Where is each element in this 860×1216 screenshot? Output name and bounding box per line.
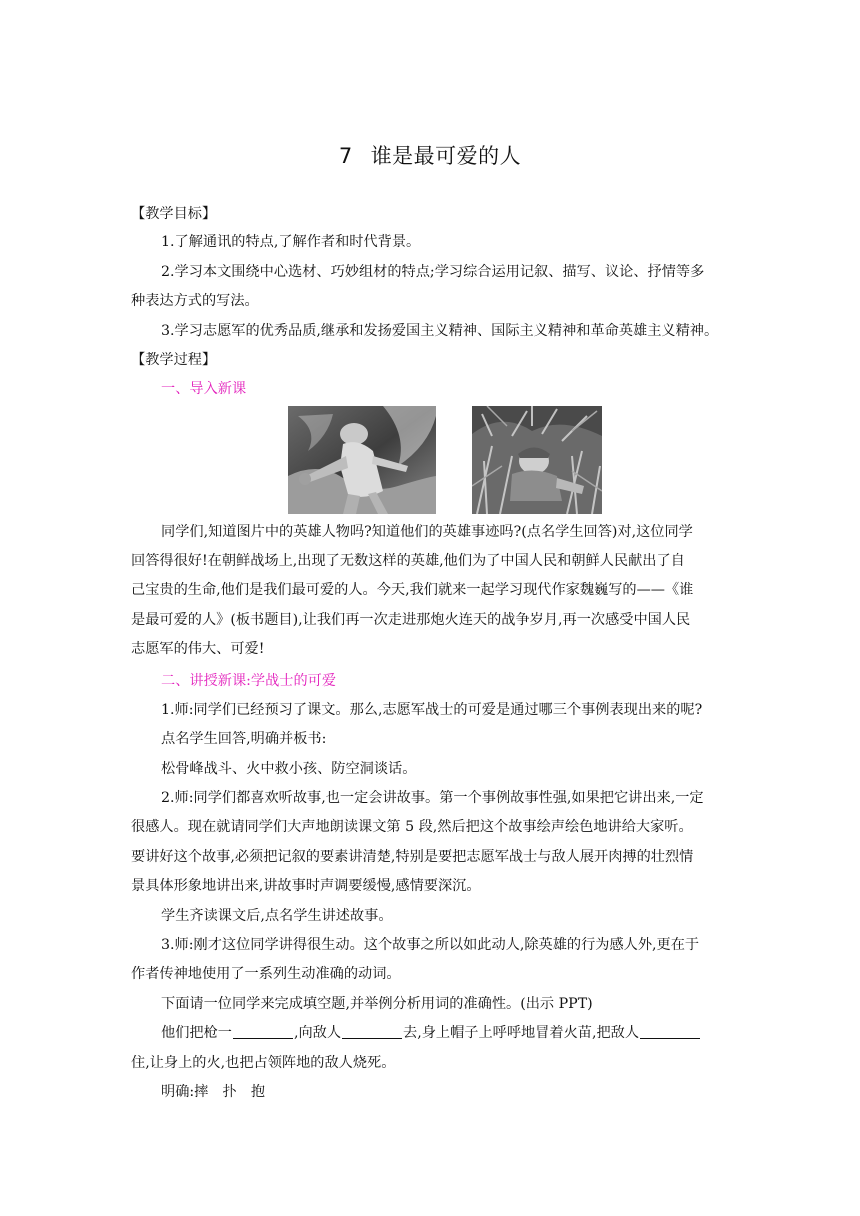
page-title <box>0 140 860 170</box>
question-1-line-1: 1.师:同学们已经预习了课文。那么,志愿军战士的可爱是通过哪三个事例表现出来的呢? <box>161 702 703 718</box>
lesson-title: 谁是最可爱的人 <box>370 144 522 168</box>
question-3-line-1: 3.师:刚才这位同学讲得很生动。这个故事之所以如此动人,除英雄的行为感人外,更在于 <box>161 937 700 953</box>
intro-paragraph-line-1: 同学们,知道图片中的英雄人物吗?知道他们的英雄事迹吗?(点名学生回答)对,这位同学 <box>161 524 693 540</box>
process-heading: 【教学过程】 <box>131 352 217 368</box>
hero-photo-left <box>288 406 436 514</box>
fill-text-2: ,向敌人 <box>293 1025 342 1041</box>
fill-text-3: 去,身上帽子上呼呼地冒着火苗,把敌人 <box>403 1025 640 1041</box>
goal-3: 3.学习志愿军的优秀品质,继承和发扬爱国主义精神、国际主义精神和革命英雄主义精神。 <box>161 323 719 339</box>
question-1-line-3: 松骨峰战斗、火中救小孩、防空洞谈话。 <box>161 761 417 777</box>
blank-2 <box>342 1024 402 1039</box>
section-heading-intro: 一、导入新课 <box>161 381 247 397</box>
question-3-followup: 下面请一位同学来完成填空题,并举例分析用词的准确性。(出示 PPT) <box>161 996 593 1012</box>
intro-paragraph-line-3: 己宝贵的生命,他们是我们最可爱的人。今天,我们就来一起学习现代作家魏巍写的——《谁 <box>131 582 694 598</box>
hero-photo-right <box>472 406 602 514</box>
blank-3 <box>640 1024 700 1039</box>
fill-in-blank-line-2: 住,让身上的火,也把占领阵地的敌人烧死。 <box>131 1055 396 1071</box>
intro-paragraph-line-5: 志愿军的伟大、可爱! <box>131 641 265 657</box>
question-2-line-4: 景具体形象地讲出来,讲故事时声调要缓慢,感情要深沉。 <box>131 878 481 894</box>
goal-1: 1.了解通讯的特点,了解作者和时代背景。 <box>161 234 421 250</box>
intro-paragraph-line-2: 回答得很好!在朝鲜战场上,出现了无数这样的英雄,他们为了中国人民和朝鲜人民献出了自 <box>131 553 685 569</box>
intro-paragraph-line-4: 是最可爱的人》(板书题目),让我们再一次走进那炮火连天的战争岁月,再一次感受中国人民 <box>131 612 691 628</box>
question-3-line-2: 作者传神地使用了一系列生动准确的动词。 <box>131 966 401 982</box>
question-2-line-2: 很感人。现在就请同学们大声地朗读课文第 5 段,然后把这个故事绘声绘色地讲给大家听。 <box>131 819 693 835</box>
question-2-followup: 学生齐读课文后,点名学生讲述故事。 <box>161 908 393 924</box>
question-1-line-2: 点名学生回答,明确并板书: <box>161 731 327 747</box>
answer-line: 明确:摔 扑 抱 <box>161 1084 266 1100</box>
question-2-line-1: 2.师:同学们都喜欢听故事,也一定会讲故事。第一个事例故事性强,如果把它讲出来,一定 <box>161 790 704 806</box>
goal-2: 2.学习本文围绕中心选材、巧妙组材的特点;学习综合运用记叙、描写、议论、抒情等多 <box>161 264 705 280</box>
fill-in-blank-line-1 <box>131 1023 771 1043</box>
section-heading-new-lesson: 二、讲授新课:学战士的可爱 <box>161 673 337 689</box>
fill-text-1: 他们把枪一 <box>161 1025 232 1041</box>
question-2-line-3: 要讲好这个故事,必须把记叙的要素讲清楚,特别是要把志愿军战士与敌人展开肉搏的壮烈情 <box>131 849 694 865</box>
blank-1 <box>233 1024 293 1039</box>
lesson-number: 7 <box>338 144 353 168</box>
goals-heading: 【教学目标】 <box>131 206 217 222</box>
goal-2-cont: 种表达方式的写法。 <box>131 293 259 309</box>
